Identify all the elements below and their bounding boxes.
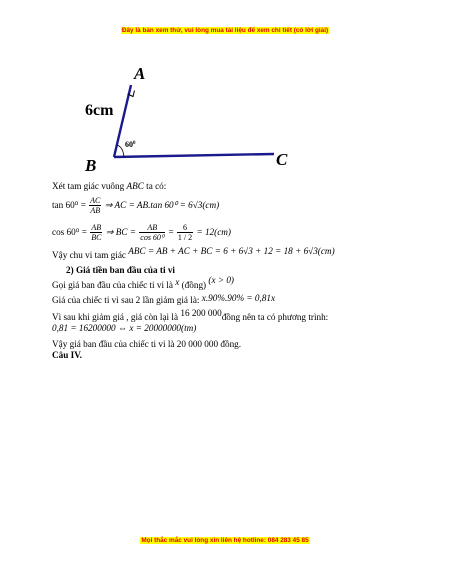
perimeter-line xyxy=(52,246,335,261)
cos-mid: ⇒ BC = xyxy=(105,227,136,237)
section-2-heading: 2) Giá tiền ban đầu của ti vi xyxy=(66,265,175,275)
cos-fraction-1 xyxy=(90,223,102,242)
side-length-label: 6cm xyxy=(85,102,114,119)
line-a-var: x xyxy=(175,277,180,287)
line-c-number: 16 200 000 xyxy=(180,308,222,318)
line-b-text: Giá của chiếc ti vì sau 2 lần giảm giá là: xyxy=(52,295,202,305)
intro-text-end: ta có: xyxy=(143,181,167,191)
preview-notice-text: Đây là bản xem thử, vui lòng mua tài liệu để xem chi tiết (có lời giải) xyxy=(121,27,329,34)
cos-lhs: cos 60⁰ = xyxy=(52,227,87,237)
line-a-text: Gọi giá ban đầu của chiếc ti vi là xyxy=(52,280,176,290)
cos-fraction-2 xyxy=(139,223,165,242)
line-b xyxy=(52,295,275,306)
tan-fraction xyxy=(89,196,101,215)
line-a-condition: (x > 0) xyxy=(208,275,234,285)
intro-text: Xét tam giác vuông xyxy=(52,181,127,191)
triangle-name: ABC xyxy=(126,181,144,191)
tan-equation xyxy=(52,194,219,216)
cos-denominator-1: BC xyxy=(91,233,102,243)
perimeter-text: Vậy chu vi tam giác xyxy=(52,250,129,260)
tan-numerator: AC xyxy=(90,196,101,206)
preview-notice-banner xyxy=(0,27,450,34)
cos-equals: = xyxy=(168,227,174,237)
hotline-notice-text: Mọi thắc mắc vui lòng xin liên hệ hotline: 084 283 45 85 xyxy=(141,537,309,544)
cos-rhs: = 12(cm) xyxy=(196,227,231,237)
cos-denominator-3: 1 / 2 xyxy=(177,233,193,243)
line-a-mid: (đồng) xyxy=(179,280,209,290)
line-c-text-end: đồng nên ta có phương trình: xyxy=(221,312,329,322)
perimeter-formula: ABC = AB + AC + BC = 6 + 6√3 + 12 = 18 + 6√3(cm) xyxy=(128,246,335,256)
intro-line xyxy=(52,181,166,192)
cos-numerator-2: AB xyxy=(139,223,165,233)
triangle-figure xyxy=(84,56,296,174)
side-bc xyxy=(114,154,274,157)
cos-denominator-2: cos 60⁰ xyxy=(140,233,165,243)
cos-numerator-1: AB xyxy=(91,223,102,233)
conclusion-line: Vậy giá ban đầu của chiếc ti vi là 20 000 000 đồng. xyxy=(52,339,242,349)
line-c xyxy=(52,308,329,323)
vertex-c-label: C xyxy=(276,150,288,169)
line-a xyxy=(52,275,234,291)
angle-arc xyxy=(117,145,124,157)
cos-numerator-3: 6 xyxy=(177,223,193,233)
cos-equation xyxy=(52,221,231,243)
section-iv-heading: Câu IV. xyxy=(52,350,82,360)
cos-fraction-3 xyxy=(177,223,193,242)
line-c-text: Vì sau khi giảm giá , giá còn lại là xyxy=(52,312,181,322)
tan-rhs: ⇒ AC = AB.tan 60⁰ = 6√3(cm) xyxy=(104,200,220,210)
line-d-equation: 0,81 = 16200000 ⇔ x = 20000000(tm) xyxy=(52,323,197,333)
line-b-formula: x.90%.90% = 0,81x xyxy=(201,293,276,303)
tan-lhs: tan 60⁰ = xyxy=(52,200,86,210)
vertex-a-label: A xyxy=(134,64,146,83)
angle-value-label: $60^0$ xyxy=(125,140,136,149)
tan-denominator: AB xyxy=(90,206,101,216)
hotline-notice-banner xyxy=(0,537,450,544)
triangle-diagram xyxy=(84,56,296,174)
vertex-b-label: B xyxy=(85,156,97,174)
